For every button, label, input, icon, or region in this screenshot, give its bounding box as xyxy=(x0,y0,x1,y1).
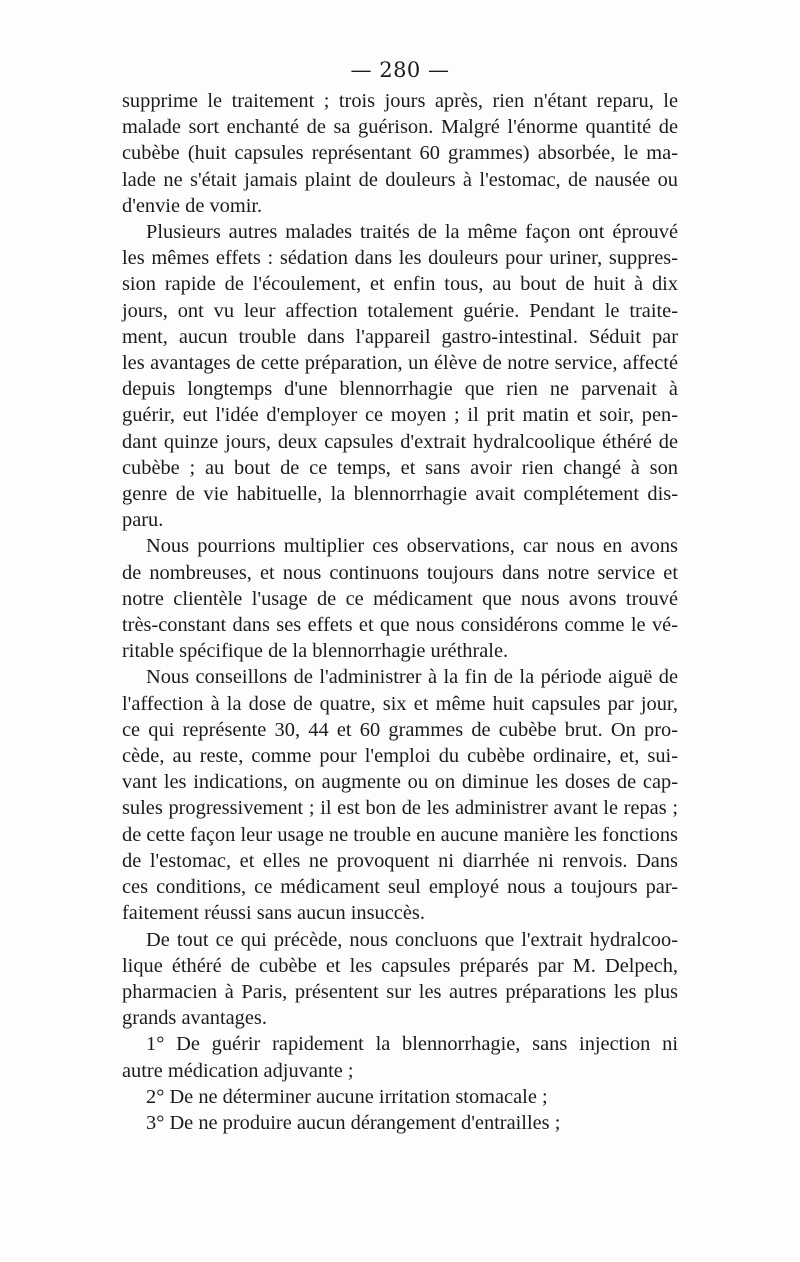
paragraph xyxy=(122,219,678,533)
text-line: de cette façon leur usage ne trouble en aucune manière les fonctions xyxy=(122,823,678,846)
text-line: grands avantages. xyxy=(122,1007,267,1030)
body-text xyxy=(122,88,678,1136)
paragraph xyxy=(122,1110,678,1136)
text-line: de l'estomac, et elles ne provoquent ni diarrhée ni renvois. Dans xyxy=(122,849,678,872)
text-line: cubèbe ; au bout de ce temps, et sans avoir rien changé à son xyxy=(122,456,678,479)
text-line: de nombreuses, et nous continuons toujours dans notre service et xyxy=(122,561,678,584)
paragraph xyxy=(122,88,678,219)
paragraph xyxy=(122,927,678,1032)
paragraph xyxy=(122,1031,678,1083)
text-line: très-constant dans ses effets et que nous considérons comme le vé- xyxy=(122,614,678,637)
paragraph xyxy=(122,1084,678,1110)
text-line: faitement réussi sans aucun insuccès. xyxy=(122,902,425,925)
text-line: ment, aucun trouble dans l'appareil gastro-intestinal. Séduit par xyxy=(122,325,678,348)
paragraph xyxy=(122,533,678,664)
text-line: depuis longtemps d'une blennorrhagie que rien ne parvenait à xyxy=(122,378,678,401)
text-line: sules progressivement ; il est bon de les administrer avant le repas ; xyxy=(122,797,678,820)
text-line: 2° De ne déterminer aucune irritation stomacale ; xyxy=(146,1085,548,1108)
text-line: cubèbe (huit capsules représentant 60 grammes) absorbée, le ma- xyxy=(122,142,678,165)
text-line: 3° De ne produire aucun dérangement d'entrailles ; xyxy=(146,1111,561,1134)
text-line: l'affection à la dose de quatre, six et même huit capsules par jour, xyxy=(122,692,678,715)
text-line: cède, au reste, comme pour l'emploi du cubèbe ordinaire, et, sui- xyxy=(122,745,678,768)
text-line: 1° De guérir rapidement la blennorrhagie, sans injection ni xyxy=(146,1033,678,1056)
text-line: dant quinze jours, deux capsules d'extrait hydralcoolique éthéré de xyxy=(122,430,678,453)
text-line: sion rapide de l'écoulement, et enfin tous, au bout de huit à dix xyxy=(122,273,678,296)
text-line: ritable spécifique de la blennorrhagie uréthrale. xyxy=(122,640,509,663)
text-line: Plusieurs autres malades traités de la même façon ont éprouvé xyxy=(146,221,678,244)
text-line: paru. xyxy=(122,509,164,532)
text-line: Nous pourrions multiplier ces observations, car nous en avons xyxy=(146,535,678,558)
text-line: De tout ce qui précède, nous concluons que l'extrait hydralcoo- xyxy=(146,928,678,951)
text-line: malade sort enchanté de sa guérison. Malgré l'énorme quantité de xyxy=(122,116,678,139)
text-line: les mêmes effets : sédation dans les douleurs pour uriner, suppres- xyxy=(122,247,678,270)
text-line: pharmacien à Paris, présentent sur les autres préparations les plus xyxy=(122,980,678,1003)
text-line: jours, ont vu leur affection totalement guérie. Pendant le traite- xyxy=(122,299,678,322)
text-line: d'envie de vomir. xyxy=(122,194,263,217)
text-line: lade ne s'était jamais plaint de douleurs à l'estomac, de nausée ou xyxy=(122,168,678,191)
text-line: les avantages de cette préparation, un élève de notre service, affecté xyxy=(122,352,678,375)
text-line: guérir, eut l'idée d'employer ce moyen ; il prit matin et soir, pen- xyxy=(122,404,678,427)
text-line: genre de vie habituelle, la blennorrhagie avait complétement dis- xyxy=(122,483,678,506)
text-line: ces conditions, ce médicament seul employé nous a toujours par- xyxy=(122,876,678,899)
text-line: Nous conseillons de l'administrer à la fin de la période aiguë de xyxy=(146,666,678,689)
text-line: supprime le traitement ; trois jours après, rien n'étant reparu, le xyxy=(122,90,678,112)
text-line: notre clientèle l'usage de ce médicament que nous avons trouvé xyxy=(122,587,678,610)
text-line: vant les indications, on augmente ou on diminue les doses de cap- xyxy=(122,771,678,794)
text-line: lique éthéré de cubèbe et les capsules préparés par M. Delpech, xyxy=(122,954,678,977)
text-line: ce qui représente 30, 44 et 60 grammes de cubèbe brut. On pro- xyxy=(122,718,678,741)
page-number: — 280 — xyxy=(350,58,450,82)
text-line: autre médication adjuvante ; xyxy=(122,1059,354,1082)
paragraph xyxy=(122,664,678,926)
